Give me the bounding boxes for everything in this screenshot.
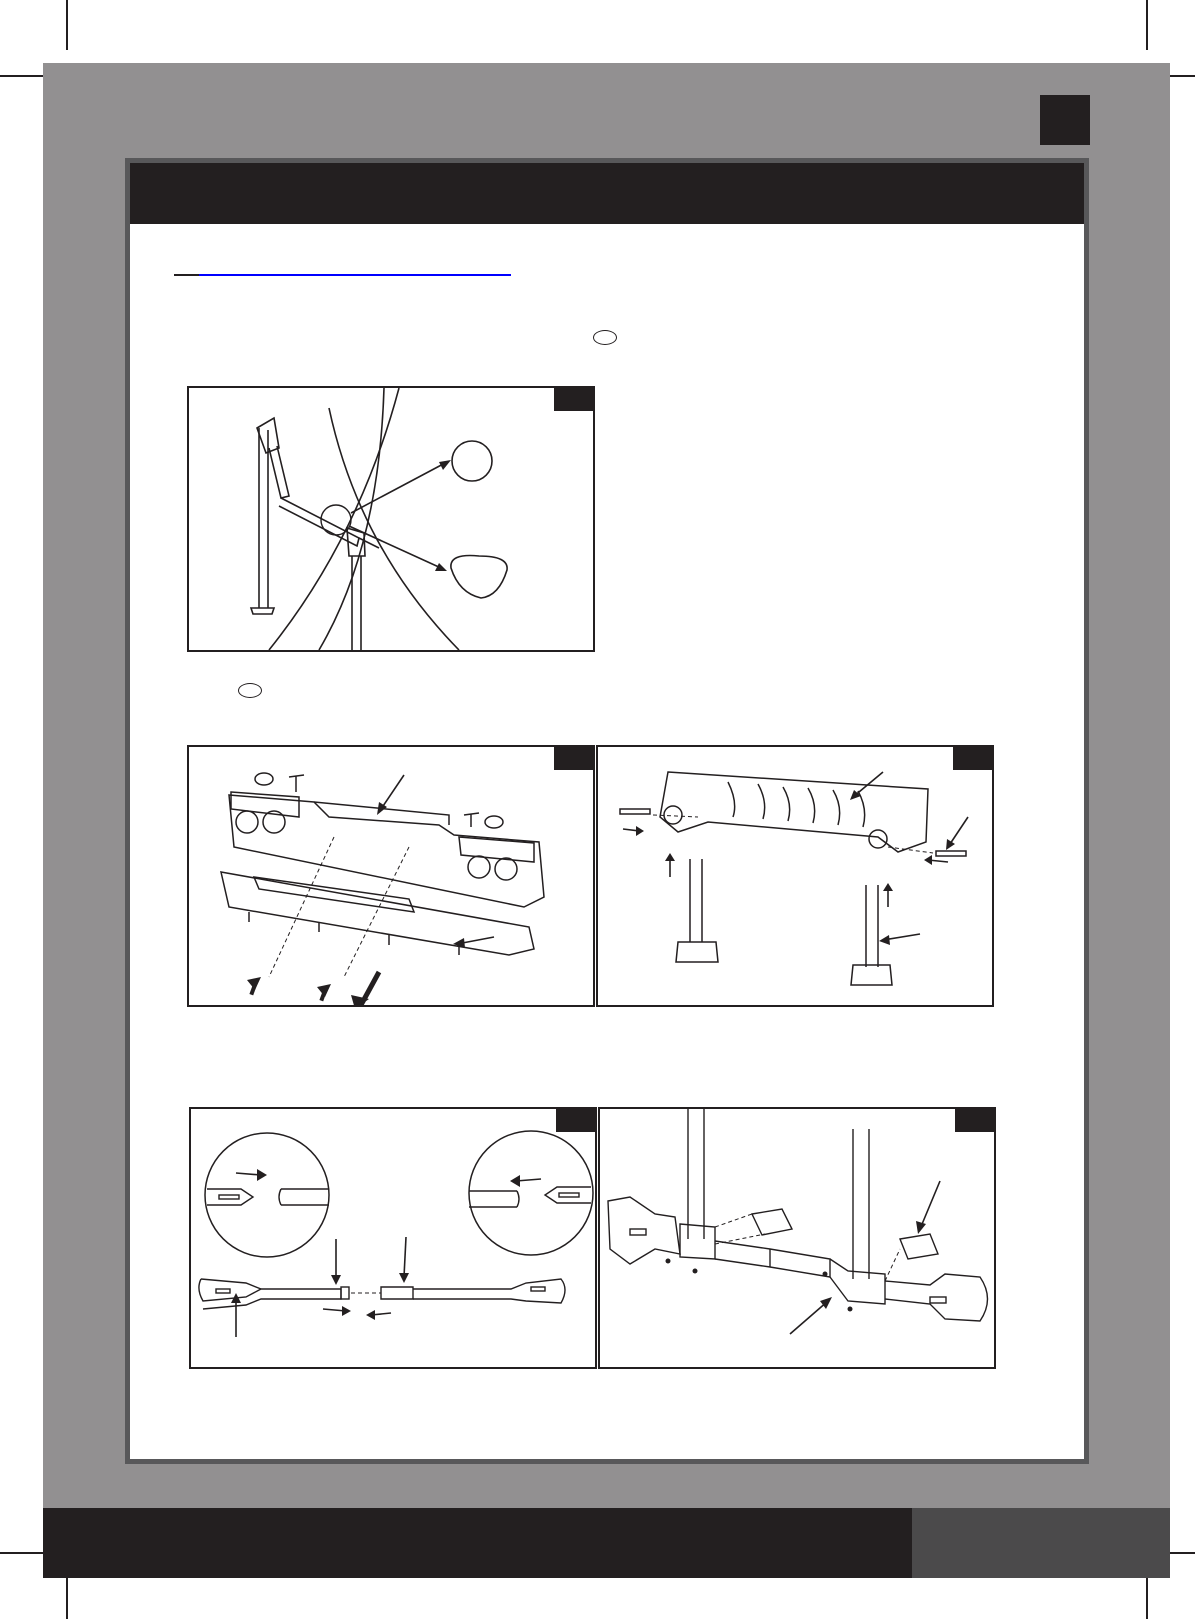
header-bar (130, 163, 1084, 224)
crop-mark-left-top (0, 75, 44, 77)
corner-tab (1040, 95, 1090, 145)
top-rail-with-legs-icon (598, 747, 992, 1005)
frame-corner-detail-icon (189, 388, 593, 650)
telescoping-tube-join-icon (191, 1109, 595, 1367)
footer-page-block (912, 1508, 1170, 1578)
figure-2 (187, 745, 595, 1007)
crop-mark-bottom-right (1146, 1578, 1148, 1619)
crop-mark-bottom-left (66, 1578, 68, 1619)
end-connector-assembly-icon (600, 1109, 994, 1367)
footer-bar (43, 1508, 1170, 1578)
figure-3 (596, 745, 994, 1007)
content-panel (125, 158, 1089, 1464)
figure-4 (189, 1107, 597, 1369)
crop-mark-right-bottom (1168, 1552, 1195, 1554)
section-link[interactable] (174, 274, 511, 276)
figure-5 (598, 1107, 996, 1369)
crop-mark-left-bottom (0, 1552, 44, 1554)
crop-mark-right-top (1168, 75, 1195, 77)
crop-mark-top-left (66, 0, 68, 50)
crop-mark-top-right (1146, 0, 1148, 50)
figure-1 (187, 386, 595, 652)
part-oval-icon (238, 683, 262, 698)
part-oval-icon (593, 330, 617, 345)
side-rail-assembly-icon (189, 747, 593, 1005)
